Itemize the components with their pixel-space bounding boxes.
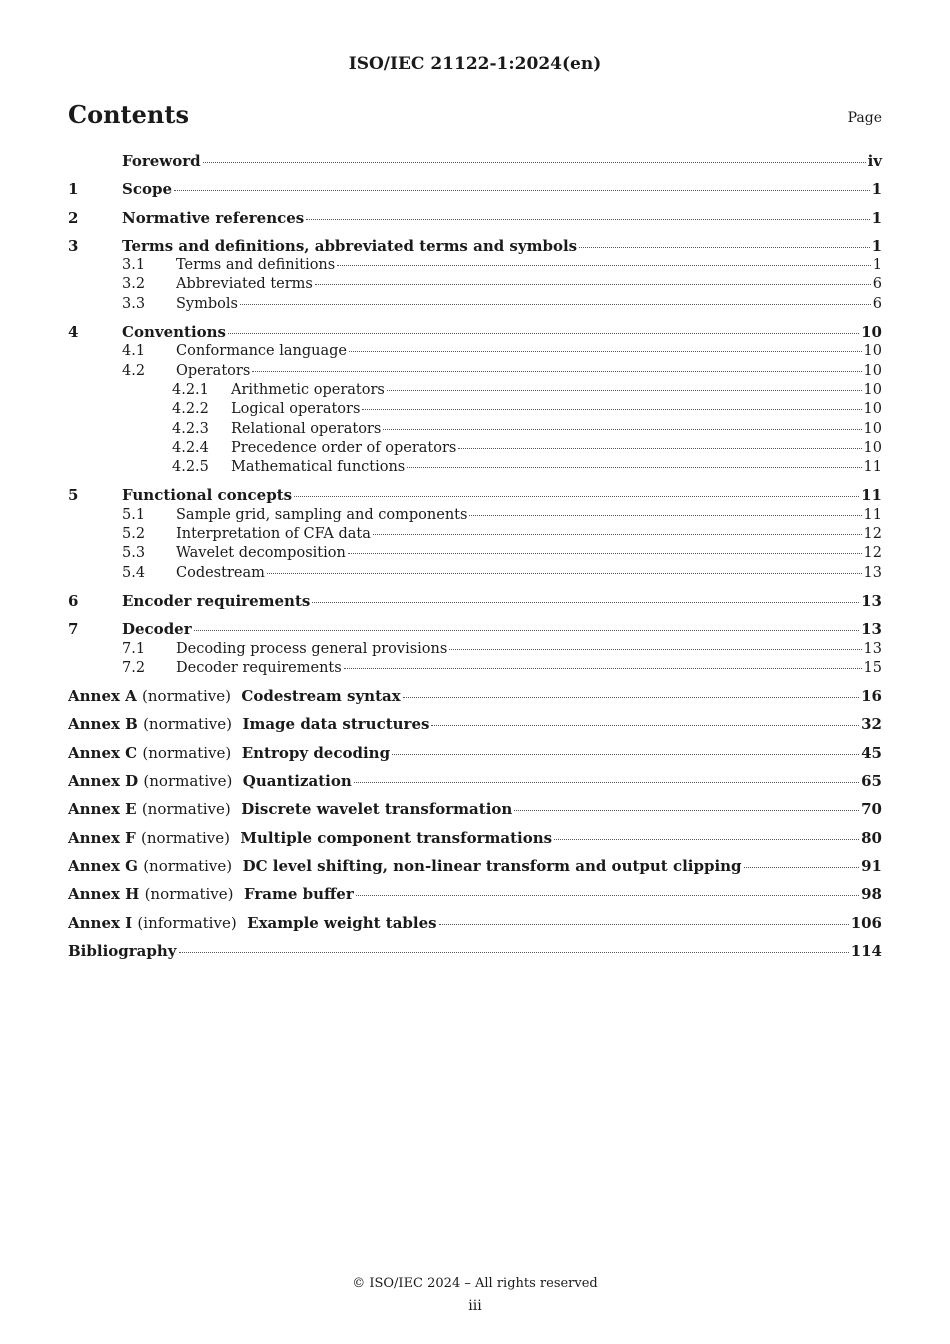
toc-entry-page: 10 xyxy=(863,381,882,398)
toc-entry-title xyxy=(68,715,429,734)
annex-title: Image data structures xyxy=(242,715,430,734)
toc-entry[interactable] xyxy=(68,295,882,314)
toc-entry-title: Relational operators xyxy=(231,420,382,437)
toc-entry-page: 114 xyxy=(850,941,882,960)
table-of-contents xyxy=(68,152,882,961)
toc-entry-number: 1 xyxy=(68,180,79,199)
toc-entry-page: 32 xyxy=(861,715,882,734)
toc-entry-title: Terms and definitions xyxy=(176,257,336,274)
toc-entry-page: 13 xyxy=(861,620,882,639)
toc-entry-title: Foreword xyxy=(122,152,201,170)
toc-entry-title: Decoder xyxy=(122,620,192,639)
dot-leader xyxy=(267,572,862,574)
dot-leader xyxy=(344,667,862,669)
dot-leader xyxy=(174,189,870,191)
annex-label: Annex D xyxy=(68,772,139,791)
toc-entry-title: Operators xyxy=(176,362,251,379)
toc-entry-number: 4.2.4 xyxy=(172,439,209,456)
toc-entry-title xyxy=(68,829,552,848)
toc-entry-page: 91 xyxy=(861,856,882,875)
dot-leader xyxy=(431,724,859,726)
toc-entry-title: Functional concepts xyxy=(122,486,293,505)
annex-kind: (normative) xyxy=(141,828,230,847)
annex-title: Example weight tables xyxy=(247,913,437,932)
toc-entry[interactable] xyxy=(68,744,882,763)
toc-entry-page: 12 xyxy=(863,545,882,562)
dot-leader xyxy=(458,447,861,449)
toc-entry-number: 4.2.2 xyxy=(172,401,209,418)
dot-leader xyxy=(744,866,860,868)
toc-entry-page: 16 xyxy=(861,687,882,706)
toc-entry[interactable] xyxy=(68,439,882,458)
toc-entry[interactable] xyxy=(68,640,882,659)
annex-title: Quantization xyxy=(242,772,352,791)
annex-kind: (informative) xyxy=(137,913,237,932)
toc-entry[interactable] xyxy=(68,458,882,477)
toc-entry-page: 1 xyxy=(872,257,882,274)
annex-title: Codestream syntax xyxy=(241,687,401,706)
toc-entry-page: 11 xyxy=(863,459,882,476)
toc-entry-title: Decoding process general provisions xyxy=(176,640,448,657)
toc-entry[interactable] xyxy=(68,256,882,275)
annex-title: Entropy decoding xyxy=(241,743,391,762)
contents-title: Contents xyxy=(68,100,189,129)
dot-leader xyxy=(312,601,859,603)
page-number: iii xyxy=(468,1298,482,1314)
toc-entry-title: Interpretation of CFA data xyxy=(176,526,371,543)
toc-entry-page: 11 xyxy=(863,506,882,523)
toc-entry-number: 5.4 xyxy=(122,564,146,581)
toc-entry[interactable] xyxy=(68,715,882,734)
toc-entry-page: 6 xyxy=(872,295,882,312)
dot-leader xyxy=(449,648,861,650)
toc-entry-title: Conventions xyxy=(122,323,226,342)
annex-kind: (normative) xyxy=(141,800,231,819)
toc-entry-title xyxy=(68,885,354,904)
toc-entry[interactable] xyxy=(68,592,882,611)
toc-entry[interactable] xyxy=(68,420,882,439)
dot-leader xyxy=(348,552,862,554)
toc-entry-title: Sample grid, sampling and components xyxy=(176,506,468,523)
toc-entry-page: iv xyxy=(867,152,882,170)
annex-label: Annex E xyxy=(68,800,137,819)
annex-title: Discrete wavelet transformation xyxy=(241,800,513,819)
page-column-label: Page xyxy=(847,110,882,126)
annex-title: Multiple component transformations xyxy=(240,828,553,847)
dot-leader xyxy=(554,838,859,840)
toc-entry-title: Conformance language xyxy=(176,343,347,360)
dot-leader xyxy=(469,514,861,516)
annex-kind: (normative) xyxy=(142,687,231,706)
toc-entry[interactable] xyxy=(68,275,882,294)
toc-entry-title xyxy=(68,772,352,791)
document-id-header: ISO/IEC 21122-1:2024(en) xyxy=(348,54,602,74)
toc-entry[interactable] xyxy=(68,180,882,199)
dot-leader xyxy=(252,370,861,372)
toc-entry-number: 7 xyxy=(68,620,79,639)
toc-entry-page: 80 xyxy=(861,828,882,847)
annex-kind: (normative) xyxy=(143,856,233,875)
toc-entry-page: 6 xyxy=(872,276,882,293)
dot-leader xyxy=(362,408,861,410)
toc-entry[interactable] xyxy=(68,857,882,876)
dot-leader xyxy=(373,533,862,535)
toc-entry-number: 4.2.5 xyxy=(172,459,209,476)
dot-leader xyxy=(387,389,862,391)
toc-entry[interactable] xyxy=(68,687,882,706)
toc-entry-number: 4.2 xyxy=(122,362,146,379)
toc-entry-title xyxy=(68,800,512,819)
toc-entry-number: 4.2.1 xyxy=(172,381,209,398)
dot-leader xyxy=(383,428,861,430)
toc-entry[interactable] xyxy=(68,506,882,525)
dot-leader xyxy=(203,161,866,163)
toc-entry-page: 70 xyxy=(861,800,882,819)
dot-leader xyxy=(315,283,871,285)
dot-leader xyxy=(356,894,859,896)
toc-entry[interactable] xyxy=(68,942,882,961)
annex-label: Annex F xyxy=(68,828,136,847)
toc-entry[interactable] xyxy=(68,152,882,171)
toc-entry-page: 1 xyxy=(871,208,882,227)
toc-entry-number: 2 xyxy=(68,208,79,227)
toc-entry-number: 3 xyxy=(68,236,79,255)
toc-entry-page: 11 xyxy=(861,486,882,505)
toc-entry[interactable] xyxy=(68,620,882,639)
toc-entry-number: 4.1 xyxy=(122,343,146,360)
annex-title: DC level shifting, non-linear transform and output clipping xyxy=(242,856,742,875)
dot-leader xyxy=(407,466,861,468)
dot-leader xyxy=(240,303,871,305)
toc-entry-number: 7.2 xyxy=(122,659,146,676)
dot-leader xyxy=(194,629,860,631)
toc-entry-title: Wavelet decomposition xyxy=(176,545,346,562)
toc-entry-number: 3.3 xyxy=(122,295,146,312)
toc-entry-page: 13 xyxy=(863,564,882,581)
dot-leader xyxy=(579,246,869,248)
toc-entry-number: 5 xyxy=(68,486,79,505)
annex-title: Frame buffer xyxy=(243,885,354,904)
toc-entry-number: 5.3 xyxy=(122,545,146,562)
toc-entry[interactable] xyxy=(68,237,882,256)
toc-entry-title xyxy=(68,857,742,876)
annex-kind: (normative) xyxy=(143,715,232,734)
dot-leader xyxy=(354,781,859,783)
dot-leader xyxy=(349,350,862,352)
toc-entry[interactable] xyxy=(68,381,882,400)
dot-leader xyxy=(306,218,869,220)
toc-entry[interactable] xyxy=(68,564,882,583)
toc-entry-title: Abbreviated terms xyxy=(176,276,313,293)
annex-label: Annex G xyxy=(68,856,138,875)
annex-kind: (normative) xyxy=(144,885,234,904)
toc-entry-title: Symbols xyxy=(176,295,238,312)
toc-entry-title: Codestream xyxy=(176,564,265,581)
dot-leader xyxy=(337,264,871,266)
toc-entry-page: 10 xyxy=(861,323,882,342)
toc-entry-title xyxy=(68,914,437,933)
toc-entry-page: 1 xyxy=(871,180,882,199)
dot-leader xyxy=(179,951,849,953)
copyright-footer: © ISO/IEC 2024 – All rights reserved xyxy=(352,1276,598,1291)
dot-leader xyxy=(392,753,859,755)
toc-entry[interactable] xyxy=(68,525,882,544)
annex-label: Annex C xyxy=(68,743,138,762)
toc-entry-number: 4 xyxy=(68,323,79,342)
toc-entry-number: 4.2.3 xyxy=(172,420,209,437)
toc-entry-title: Terms and definitions, abbreviated terms and symbols xyxy=(122,236,578,255)
toc-entry-title: Decoder requirements xyxy=(176,659,342,676)
toc-entry-page: 13 xyxy=(861,591,882,610)
toc-entry-title: Bibliography xyxy=(68,941,177,960)
toc-entry[interactable] xyxy=(68,400,882,419)
annex-kind: (normative) xyxy=(143,772,233,791)
toc-entry-title: Logical operators xyxy=(231,401,361,418)
toc-entry-number: 6 xyxy=(68,591,79,610)
toc-entry-title: Encoder requirements xyxy=(122,591,311,610)
toc-entry-title: Mathematical functions xyxy=(231,459,406,476)
dot-leader xyxy=(228,332,859,334)
toc-entry-page: 12 xyxy=(863,526,882,543)
toc-entry-page: 15 xyxy=(863,659,882,676)
toc-entry-title xyxy=(68,687,401,706)
toc-entry-page: 10 xyxy=(863,420,882,437)
toc-entry-page: 106 xyxy=(850,913,882,932)
dot-leader xyxy=(294,495,859,497)
toc-entry-number: 5.2 xyxy=(122,526,146,543)
toc-entry-page: 10 xyxy=(863,362,882,379)
annex-label: Annex B xyxy=(68,715,138,734)
toc-entry-page: 13 xyxy=(863,640,882,657)
toc-entry-page: 1 xyxy=(871,236,882,255)
toc-entry[interactable] xyxy=(68,362,882,381)
toc-entry[interactable] xyxy=(68,914,882,933)
toc-entry-page: 10 xyxy=(863,343,882,360)
toc-entry-number: 5.1 xyxy=(122,506,146,523)
annex-label: Annex I xyxy=(68,913,133,932)
annex-kind: (normative) xyxy=(142,743,232,762)
annex-label: Annex H xyxy=(68,885,140,904)
dot-leader xyxy=(403,696,859,698)
toc-entry-page: 45 xyxy=(861,743,882,762)
toc-entry[interactable] xyxy=(68,885,882,904)
toc-entry-title: Arithmetic operators xyxy=(231,381,385,398)
toc-entry[interactable] xyxy=(68,342,882,361)
toc-entry-page: 65 xyxy=(861,772,882,791)
toc-entry[interactable] xyxy=(68,544,882,563)
dot-leader xyxy=(439,923,849,925)
toc-entry[interactable] xyxy=(68,323,882,342)
toc-entry[interactable] xyxy=(68,829,882,848)
toc-entry-title: Scope xyxy=(122,180,173,199)
toc-entry-number: 3.2 xyxy=(122,276,146,293)
toc-entry-number: 7.1 xyxy=(122,640,146,657)
toc-entry-title xyxy=(68,744,390,763)
toc-entry[interactable] xyxy=(68,772,882,791)
toc-entry-title: Normative references xyxy=(122,208,305,227)
toc-entry-title: Precedence order of operators xyxy=(231,439,457,456)
toc-entry-page: 10 xyxy=(863,439,882,456)
dot-leader xyxy=(514,809,859,811)
toc-entry[interactable] xyxy=(68,659,882,678)
toc-entry-page: 10 xyxy=(863,401,882,418)
toc-entry[interactable] xyxy=(68,486,882,505)
toc-entry[interactable] xyxy=(68,209,882,228)
toc-entry[interactable] xyxy=(68,800,882,819)
toc-entry-page: 98 xyxy=(861,885,882,904)
annex-label: Annex A xyxy=(68,687,137,706)
toc-entry-number: 3.1 xyxy=(122,257,146,274)
